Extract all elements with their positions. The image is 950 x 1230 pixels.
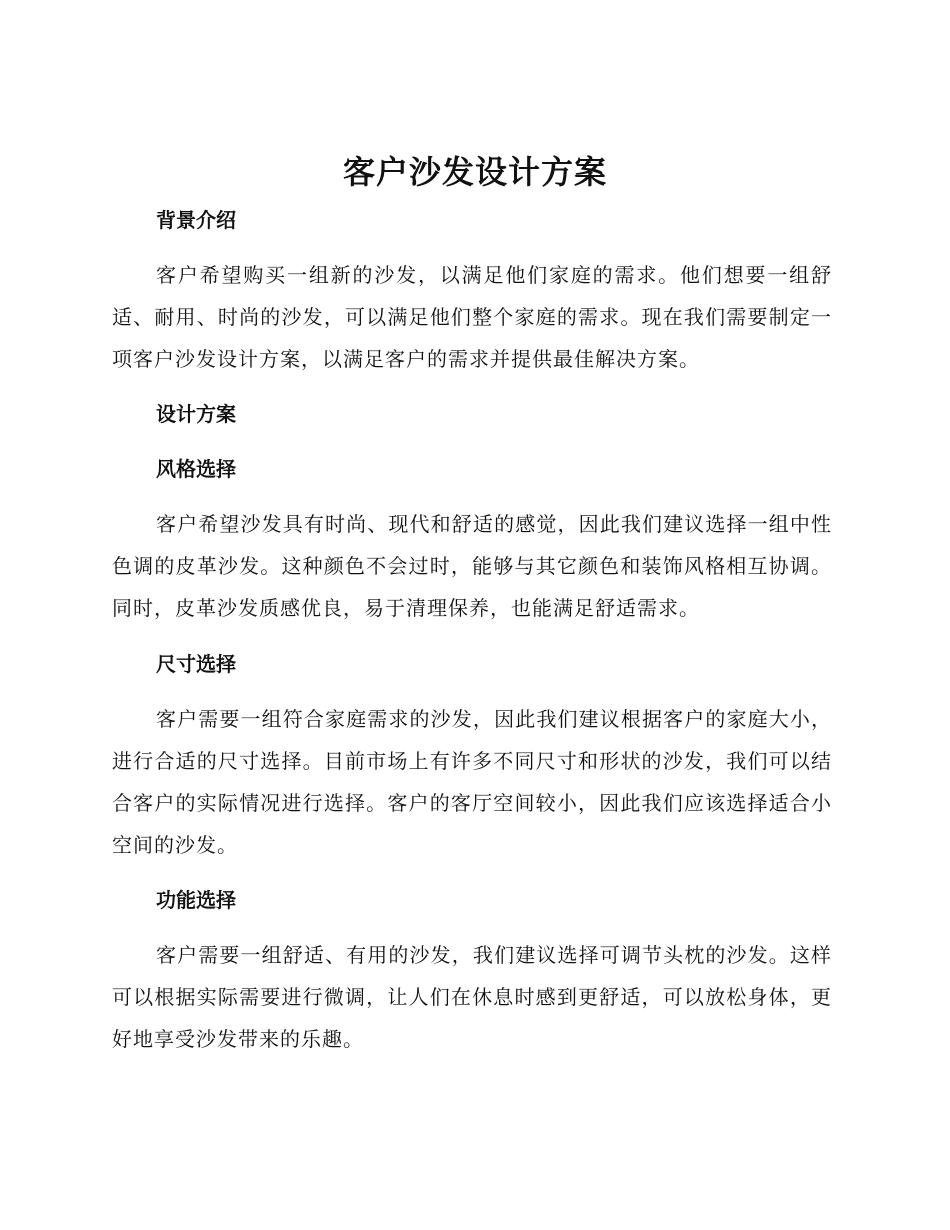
section-heading-size: 尺寸选择 — [156, 652, 236, 676]
document-title: 客户沙发设计方案 — [342, 153, 607, 191]
section-paragraph-function: 客户需要一组舒适、有用的沙发，我们建议选择可调节头枕的沙发。这样可以根据实际需要进行微调，让人们在休息时感到更舒适，可以放松身体，更好地享受沙发带来的乐趣。 — [112, 943, 832, 1051]
section-heading-design-plan: 设计方案 — [156, 402, 236, 426]
section-paragraph-style: 客户希望沙发具有时尚、现代和舒适的感觉，因此我们建议选择一组中性色调的皮革沙发。这种颜色不会过时，能够与其它颜色和装饰风格相互协调。同时，皮革沙发质感优良，易于清理保养，也能满足舒适需求。 — [112, 512, 832, 620]
section-heading-background: 背景介绍 — [156, 208, 236, 232]
section-paragraph-size: 客户需要一组符合家庭需求的沙发，因此我们建议根据客户的家庭大小，进行合适的尺寸选择。目前市场上有许多不同尺寸和形状的沙发，我们可以结合客户的实际情况进行选择。客户的客厅空间较小，因此我们应该选择适合小空间的沙发。 — [112, 707, 832, 857]
section-paragraph-background: 客户希望购买一组新的沙发，以满足他们家庭的需求。他们想要一组舒适、耐用、时尚的沙发，可以满足他们整个家庭的需求。现在我们需要制定一项客户沙发设计方案，以满足客户的需求并提供最佳解决方案。 — [112, 263, 832, 371]
section-heading-function: 功能选择 — [156, 888, 236, 912]
section-heading-style: 风格选择 — [156, 457, 236, 481]
